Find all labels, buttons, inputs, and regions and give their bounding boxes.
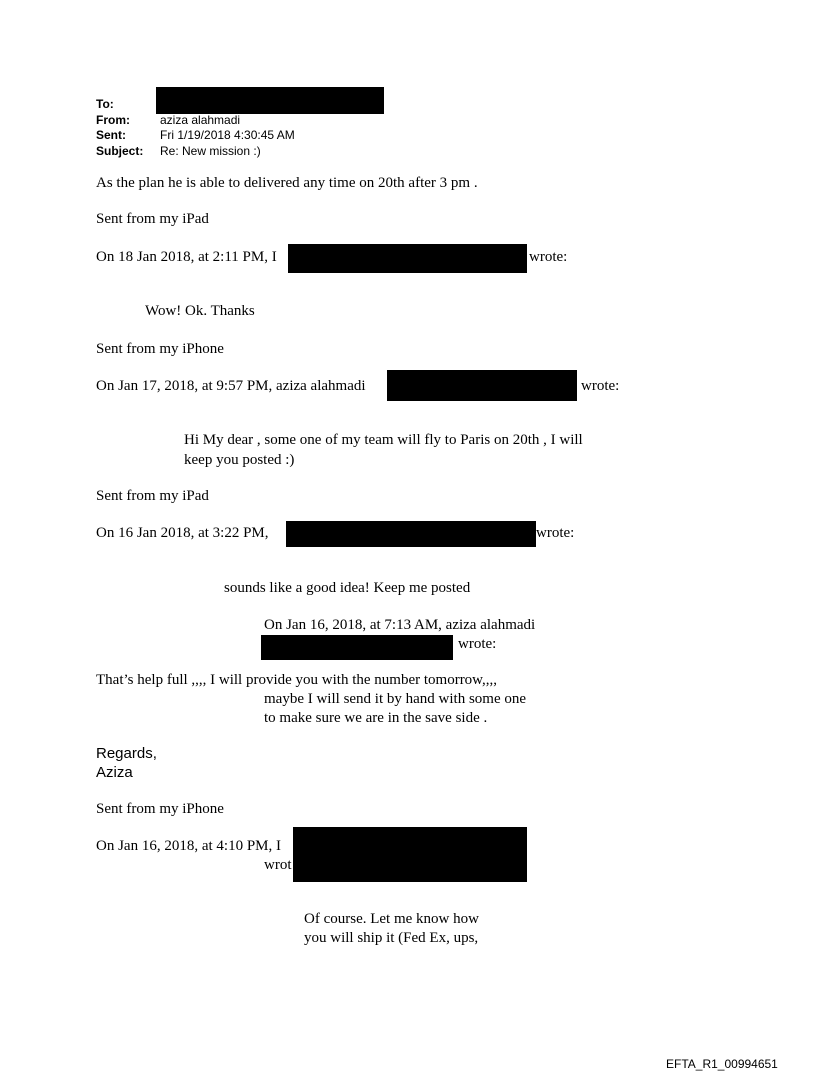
quote-header-5: On Jan 16, 2018, at 4:10 PM, I [96, 838, 281, 854]
redaction-quote-4 [261, 635, 453, 660]
signature-iphone: Sent from my iPhone [96, 801, 224, 817]
redaction-quote-3 [286, 521, 536, 547]
sent-label: Sent: [96, 128, 126, 142]
quote-text-4-line3: to make sure we are in the save side . [264, 710, 488, 726]
redaction-quote-2 [387, 370, 577, 401]
quote-text-4-line2: maybe I will send it by hand with some one [264, 691, 527, 707]
to-label: To: [96, 97, 114, 111]
from-label: From: [96, 113, 130, 127]
quote-header-1-wrote: wrote: [529, 249, 568, 265]
quote-text-3: sounds like a good idea! Keep me posted [224, 580, 471, 596]
quote-text-2-line2: keep you posted :) [184, 452, 295, 468]
message-body-line: As the plan he is able to delivered any time on 20th after 3 pm . [96, 175, 478, 191]
quote-header-3: On 16 Jan 2018, at 3:22 PM, [96, 525, 269, 541]
redaction-quote-5 [293, 827, 527, 882]
subject-label: Subject: [96, 144, 144, 158]
signature-ipad: Sent from my iPad [96, 488, 209, 504]
from-value: aziza alahmadi [160, 113, 241, 127]
sent-value: Fri 1/19/2018 4:30:45 AM [160, 128, 295, 142]
quote-header-2-wrote: wrote: [581, 378, 620, 394]
quote-text-5-line2: you will ship it (Fed Ex, ups, [304, 930, 479, 946]
subject-value: Re: New mission :) [160, 144, 261, 158]
quote-header-2: On Jan 17, 2018, at 9:57 PM, aziza alahmadi [96, 378, 366, 394]
quote-header-5-wrote: wrot [264, 857, 292, 873]
signature-ipad: Sent from my iPad [96, 211, 209, 227]
redaction-quote-1 [288, 244, 527, 273]
quote-text-2-line1: Hi My dear , some one of my team will fly to Paris on 20th , I will [184, 432, 583, 448]
redaction-to [156, 87, 384, 114]
signature-iphone: Sent from my iPhone [96, 341, 224, 357]
regards-text: Regards, [96, 745, 157, 762]
quote-header-3-wrote: wrote: [536, 525, 575, 541]
quote-text-5-line1: Of course. Let me know how [304, 911, 479, 927]
quote-text-1: Wow! Ok. Thanks [145, 303, 255, 319]
quote-header-1: On 18 Jan 2018, at 2:11 PM, I [96, 249, 277, 265]
quote-text-4-line1: That’s help full ,,,, I will provide you with the number tomorrow,,,, [96, 672, 498, 688]
document-id: EFTA_R1_00994651 [666, 1057, 778, 1071]
regards-name: Aziza [96, 764, 133, 781]
quote-header-4-wrote: wrote: [458, 636, 497, 652]
quote-header-4: On Jan 16, 2018, at 7:13 AM, aziza alahmadi [264, 617, 536, 633]
